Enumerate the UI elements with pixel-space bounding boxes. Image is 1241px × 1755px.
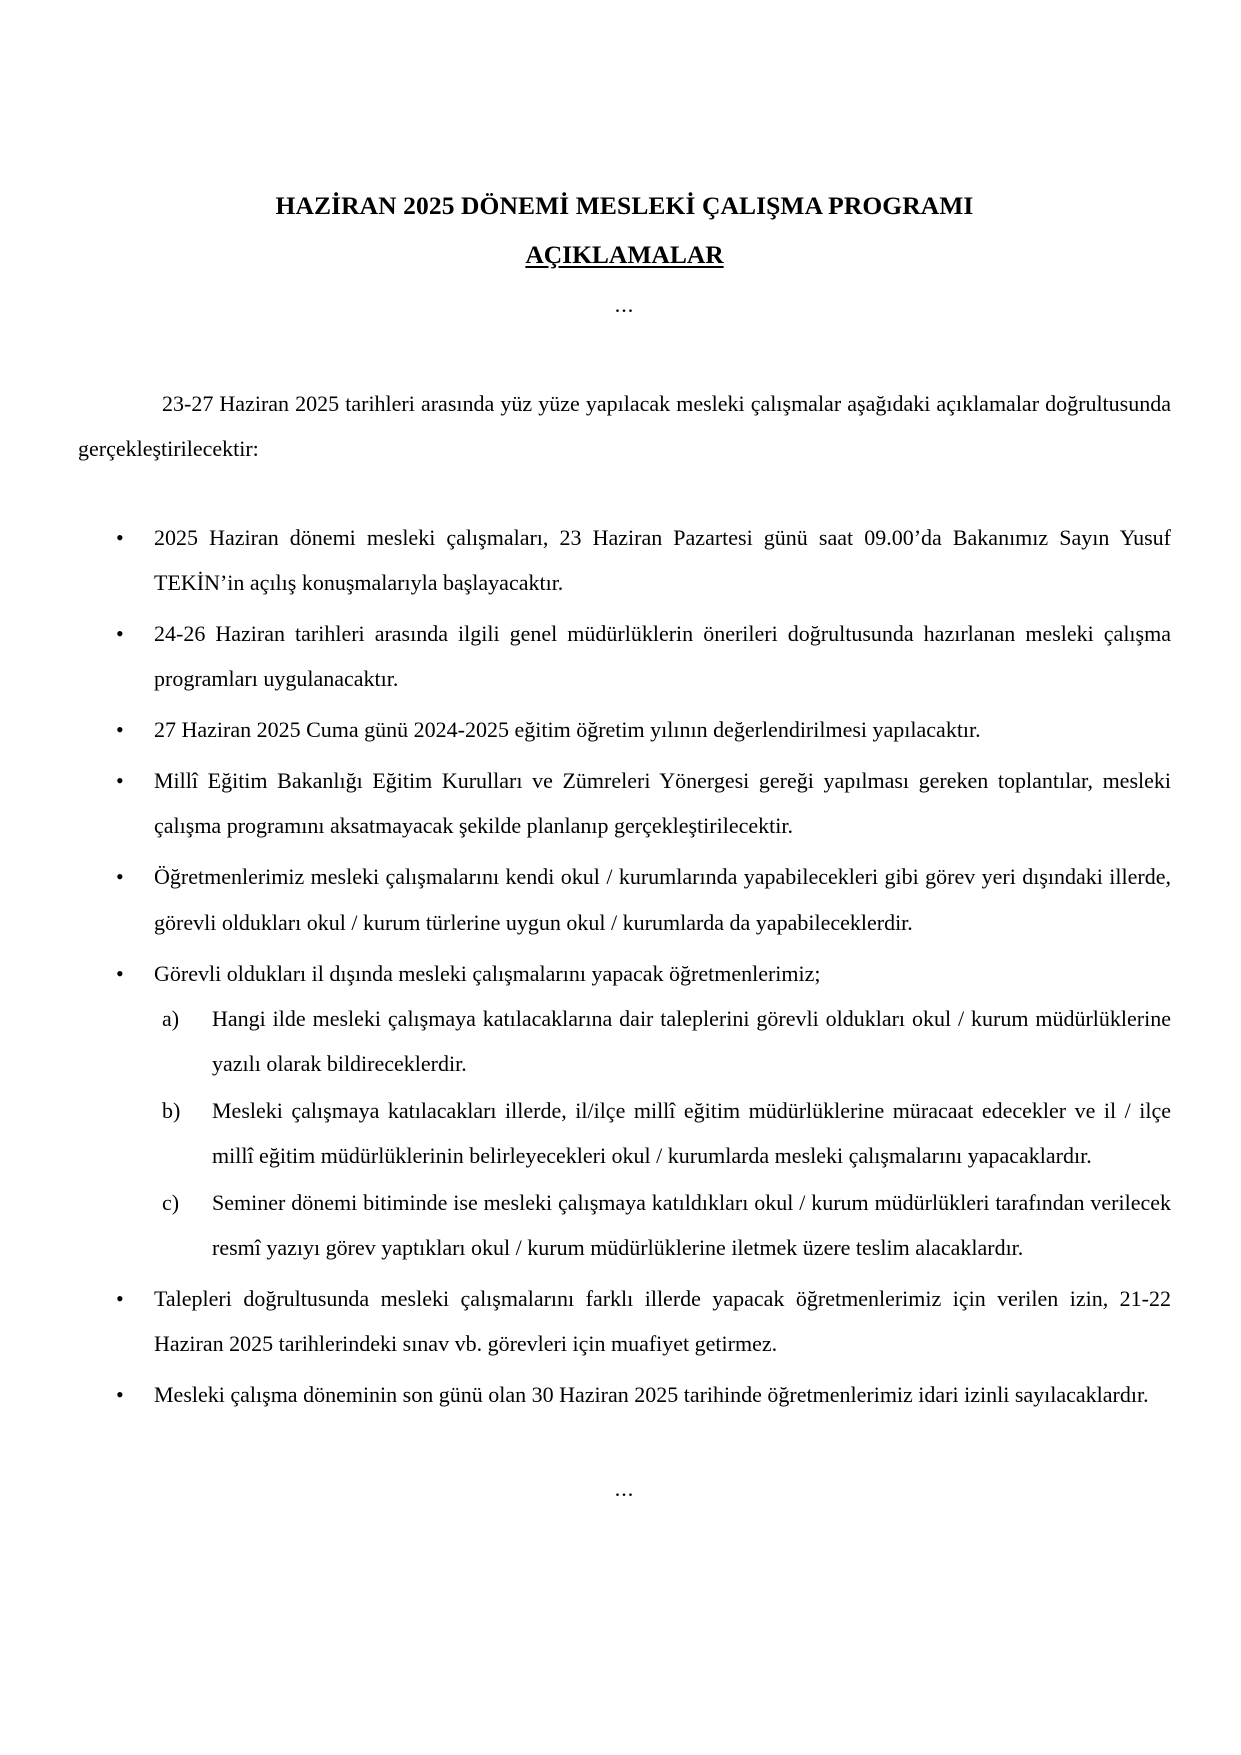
bullet-icon: • (116, 524, 124, 550)
document-content (78, 0, 1171, 1502)
list-item (78, 854, 1171, 944)
list-item (78, 707, 1171, 752)
list-item-text: Görevli oldukları il dışında mesleki çalışmalarını yapacak öğretmenlerimiz; (154, 960, 821, 986)
sub-list-item-text: Seminer dönemi bitiminde ise mesleki çalışmaya katıldıkları okul / kurum müdürlükleri tarafından verilecek resmî yazıyı görev yaptıkları okul / kurum müdürlüklerine iletmek üzere teslim alacaklardır. (212, 1190, 1171, 1261)
list-item-text: Mesleki çalışma döneminin son günü olan 30 Haziran 2025 tarihinde öğretmenlerimiz idari izinli sayılacaklardır. (154, 1382, 1149, 1408)
page-title: HAZİRAN 2025 DÖNEMİ MESLEKİ ÇALIŞMA PROGRAMI (275, 191, 974, 220)
sub-list (154, 996, 1171, 1271)
sub-list-item-text: Hangi ilde mesleki çalışmaya katılacaklarına dair taleplerini görevli oldukları okul / kurum müdürlüklerine yazılı olarak bildireceklerdir. (212, 1005, 1171, 1076)
list-item-text: 2025 Haziran dönemi mesleki çalışmaları, 23 Haziran Pazartesi günü saat 09.00’da Bakanımız Sayın Yusuf TEKİN’in açılış konuşmalarıyla başlayacaktır. (154, 524, 1171, 595)
sub-list-marker: a) (162, 1005, 180, 1031)
bullet-icon: • (116, 768, 124, 794)
page-subtitle: AÇIKLAMALAR (525, 240, 724, 270)
sub-list-item (154, 996, 1171, 1086)
sub-list-marker: b) (162, 1097, 181, 1123)
list-item-text: 24-26 Haziran tarihleri arasında ilgili genel müdürlüklerin önerileri doğrultusunda hazırlanan mesleki çalışma programları uygulanacaktır. (154, 620, 1171, 692)
list-item (78, 1372, 1171, 1417)
sub-list-item (154, 1088, 1171, 1178)
bullet-icon: • (116, 620, 124, 646)
list-item-text: Öğretmenlerimiz mesleki çalışmalarını kendi okul / kurumlarında yapabilecekleri gibi görev yeri dışındaki illerde, görevli oldukları okul / kurum türlerine uygun okul / kurumlarda da yapabileceklerdir. (154, 864, 1171, 935)
sub-list-item-text: Mesleki çalışmaya katılacakları illerde, il/ilçe millî eğitim müdürlüklerine müracaat edecekler ve il / ilçe millî eğitim müdürlüklerinin belirleyecekleri okul / kurumlarda mesleki çalışmalarını yapacaklardır. (212, 1097, 1171, 1169)
list-item (78, 951, 1171, 1271)
list-item-text: Talepleri doğrultusunda mesleki çalışmalarını farklı illerde yapacak öğretmenlerimiz için verilen izin, 21-22 Haziran 2025 tarihlerindeki sınav vb. görevleri için muafiyet getirmez. (154, 1286, 1171, 1357)
sub-list-item (154, 1180, 1171, 1270)
ellipsis-top: ... (614, 292, 635, 318)
title-block (78, 0, 1171, 319)
bullet-icon: • (116, 717, 124, 743)
bullet-icon: • (116, 1286, 124, 1312)
bullet-list (78, 515, 1171, 1418)
bullet-icon: • (116, 960, 124, 986)
ellipsis-bottom: ... (614, 1475, 635, 1501)
list-item (78, 611, 1171, 701)
intro-paragraph: 23-27 Haziran 2025 tarihleri arasında yüz yüze yapılacak mesleki çalışmalar aşağıdaki açıklamalar doğrultusunda gerçekleştirilecektir: (78, 390, 1171, 461)
list-item (78, 1276, 1171, 1366)
list-item (78, 758, 1171, 848)
bullet-icon: • (116, 864, 124, 890)
sub-list-marker: c) (162, 1190, 180, 1216)
bullet-icon: • (116, 1382, 124, 1408)
list-item (78, 515, 1171, 605)
list-item-text: 27 Haziran 2025 Cuma günü 2024-2025 eğitim öğretim yılının değerlendirilmesi yapılacaktır. (154, 717, 981, 743)
list-item-text: Millî Eğitim Bakanlığı Eğitim Kurulları ve Zümreleri Yönergesi gereği yapılması gereken toplantılar, mesleki çalışma programını aksatmayacak şekilde planlanıp gerçekleştirilecektir. (154, 768, 1171, 839)
